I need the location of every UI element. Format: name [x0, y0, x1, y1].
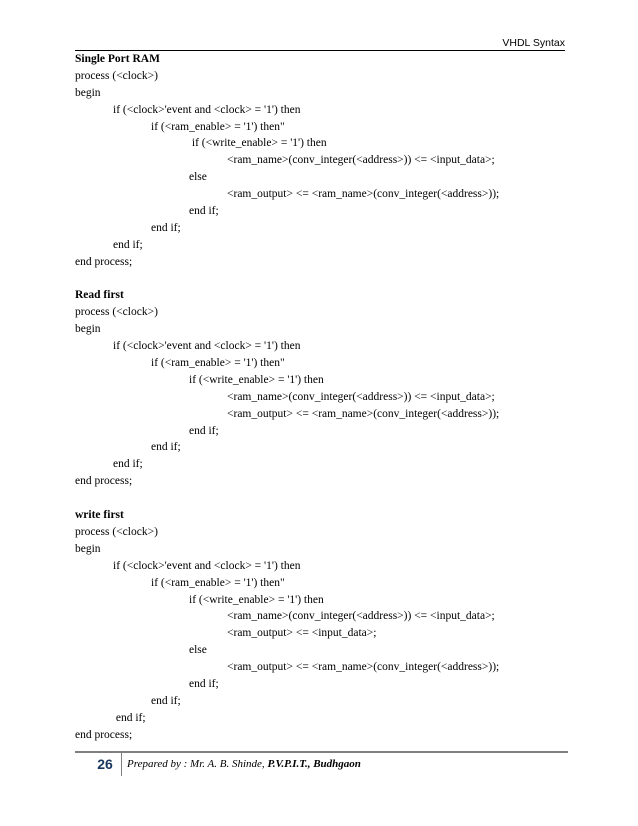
code-line: <ram_output> <= <ram_name>(conv_integer(<address>)); — [227, 661, 500, 674]
footer-credit — [127, 758, 361, 770]
section-title: write first — [75, 509, 124, 522]
code-line: end process; — [75, 728, 133, 741]
code-line: end if; — [151, 221, 181, 234]
page-number: 26 — [97, 756, 113, 772]
footer-rule — [75, 751, 568, 753]
footer-separator — [121, 753, 122, 776]
code-line: <ram_name>(conv_integer(<address>)) <= <input_data>; — [227, 154, 495, 167]
code-line: end if; — [189, 205, 219, 218]
code-line: <ram_output> <= <ram_name>(conv_integer(<address>)); — [227, 188, 500, 201]
header-title: VHDL Syntax — [502, 37, 565, 49]
credit-institute: P.V.P.I.T., Budhgaon — [267, 758, 361, 770]
code-line: end process; — [75, 255, 133, 268]
blank-line — [75, 490, 575, 507]
code-line: if (<ram_enable> = '1') then" — [151, 357, 285, 370]
code-line: process (<clock>) — [75, 306, 158, 319]
code-line: if (<write_enable> = '1') then — [189, 137, 327, 150]
code-line: process (<clock>) — [75, 525, 158, 538]
page-header — [75, 36, 565, 51]
section-title: Read first — [75, 289, 124, 302]
code-line: end if; — [189, 424, 219, 437]
credit-author: Prepared by : Mr. A. B. Shinde, — [127, 758, 268, 770]
code-line: end if; — [151, 441, 181, 454]
code-line: <ram_name>(conv_integer(<address>)) <= <input_data>; — [227, 610, 495, 623]
code-line: process (<clock>) — [75, 69, 158, 82]
code-line: begin — [75, 542, 101, 555]
code-line: end process; — [75, 475, 133, 488]
code-line: if (<clock>'event and <clock> = '1') then — [113, 559, 301, 572]
code-line: end if; — [189, 677, 219, 690]
code-line: if (<clock>'event and <clock> = '1') then — [113, 103, 301, 116]
code-line: end if; — [113, 458, 143, 471]
code-line: <ram_name>(conv_integer(<address>)) <= <input_data>; — [227, 390, 495, 403]
section-title: Single Port RAM — [75, 53, 160, 65]
code-line: end if; — [113, 238, 143, 251]
code-line: <ram_output> <= <input_data>; — [227, 627, 377, 640]
code-line: <ram_output> <= <ram_name>(conv_integer(<address>)); — [227, 407, 500, 420]
code-line: else — [189, 644, 207, 657]
document-body — [75, 51, 575, 744]
code-line: if (<ram_enable> = '1') then" — [151, 576, 285, 589]
code-line: if (<ram_enable> = '1') then" — [151, 120, 285, 133]
code-line: if (<write_enable> = '1') then — [189, 373, 324, 386]
code-line: if (<write_enable> = '1') then — [189, 593, 324, 606]
code-line: begin — [75, 323, 101, 336]
code-line: end if; — [151, 694, 181, 707]
code-line: else — [189, 171, 207, 184]
code-line: end if; — [113, 711, 146, 724]
code-line: if (<clock>'event and <clock> = '1') then — [113, 340, 301, 353]
blank-line — [75, 271, 575, 288]
code-line: begin — [75, 86, 101, 99]
